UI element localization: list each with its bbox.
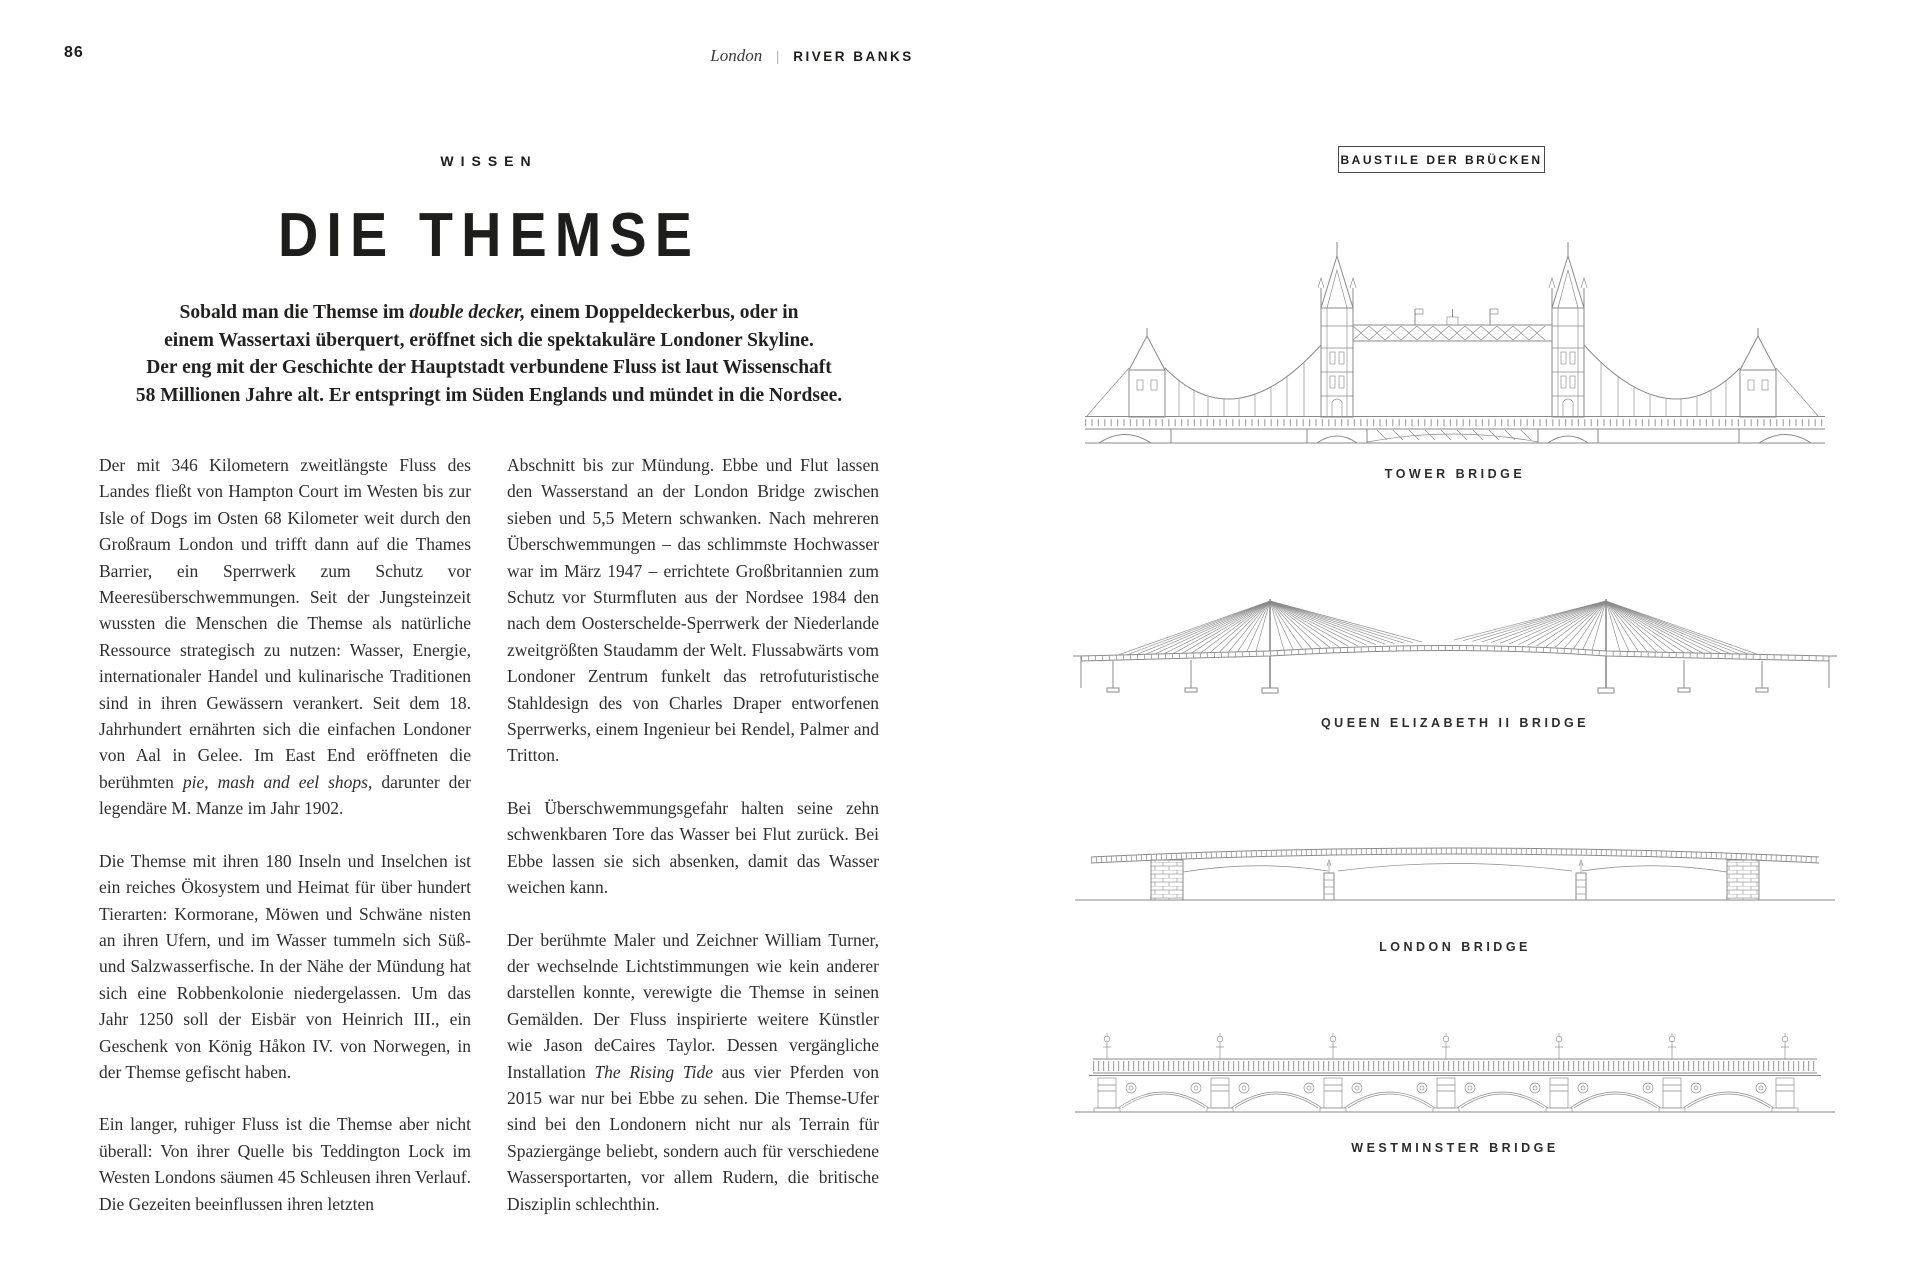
lead-line: 58 Millionen Jahre alt. Er entspringt im Süden Englands und mündet in die Nordsee. xyxy=(135,384,843,406)
article-column-right xyxy=(507,452,879,1217)
figure-box-label: BAUSTILE DER BRÜCKEN xyxy=(1338,146,1545,173)
figure-queen-elizabeth-ii-bridge xyxy=(1073,594,1837,730)
article-title: DIE THEMSE xyxy=(277,201,701,270)
lead-line: Der eng mit der Geschichte der Hauptstadt verbundene Fluss ist laut Wissenschaft xyxy=(146,357,832,379)
page-number: 86 xyxy=(64,44,84,61)
paragraph: Bei Überschwemmungsgefahr halten seine zehn schwenkbaren Tore das Wasser bei Flut zurück. Bei Ebbe lassen sie sich absenken, damit das Wasser weichen kann. xyxy=(507,797,879,898)
running-head-section: RIVER BANKS xyxy=(793,49,914,64)
bridge-label: QUEEN ELIZABETH II BRIDGE xyxy=(1320,716,1590,730)
lead-line: einem Wassertaxi überquert, eröffnet sich die spektakuläre Londoner Skyline. xyxy=(164,329,814,351)
paragraph: Ein langer, ruhiger Fluss ist die Themse aber nicht überall: Von ihrer Quelle bis Teddington Lock im Westen Londons säumen 45 Schleusen ihren Verlauf. Die Gezeiten beeinflussen ihren letzten xyxy=(99,1114,472,1214)
paragraph: Der berühmte Maler und Zeichner William Turner, der wechselnde Lichtstimmungen wie kein anderer darstellen konnte, verewigte die Themse in seinen Gemälden. Der Fluss inspirierte weitere Künstler wie Jason deCaires Taylor. Dessen vergängliche Installation The Rising Tide aus vier Pferden von 2015 war nur bei Ebbe zu sehen. Die Themse-Ufer sind bei den Londonern nicht nur als Terrain für Spaziergänge beliebt, sondern auch für verschiedene Wassersportarten, vor allem Rudern, die britische Disziplin schlechthin. xyxy=(507,929,879,1214)
london-bridge-drawing xyxy=(1075,830,1835,908)
running-head xyxy=(710,46,914,66)
westminster-bridge-drawing xyxy=(1075,1030,1835,1125)
running-head-divider: | xyxy=(776,49,780,65)
bridge-label: LONDON BRIDGE xyxy=(1379,940,1531,954)
bridge-label: WESTMINSTER BRIDGE xyxy=(1351,1141,1559,1155)
figure-london-bridge xyxy=(1075,830,1835,954)
lead-line: Sobald man die Themse im double decker, einem Doppeldeckerbus, oder in xyxy=(179,302,799,323)
figure-tower-bridge xyxy=(1085,230,1825,481)
article-lead xyxy=(59,299,919,409)
paragraph: Die Themse mit ihren 180 Inseln und Inselchen ist ein reiches Ökosystem und Heimat für über hundert Tierarten: Kormorane, Möwen und Schwäne nisten an ihren Ufern, und im Wasser tummeln sich Süß- und Salzwasserfische. In der Nähe der Mündung hat sich eine Robbenkolonie niedergelassen. Um das Jahr 1250 soll der Eisbär von Heinrich III., ein Geschenk von König Håkon IV. von Norwegen, in der Themse gefischt haben. xyxy=(99,850,471,1082)
running-head-place: London xyxy=(710,46,763,65)
tower-bridge-drawing xyxy=(1085,230,1825,455)
bridge-label: TOWER BRIDGE xyxy=(1384,467,1526,481)
paragraph: Abschnitt bis zur Mündung. Ebbe und Flut lassen den Wasserstand an der London Bridge zwischen sieben und 5,5 Metern schwanken. Nach mehreren Überschwemmungen – das schlimmste Hochwasser war im März 1947 – errichtete Großbritannien zum Schutz vor Sturmfluten aus der Nordsee 1984 den nach dem Oosterschelde-Sperrwerk der Niederlande zweitgrößten Staudamm der Welt. Flussabwärts vom Londoner Zentrum funkelt das retrofuturistische Stahldesign des von Charles Draper entworfenen Sperrwerks, einem Ingenieur bei Rendel, Palmer and Tritton. xyxy=(507,455,879,766)
queen-elizabeth-ii-bridge-drawing xyxy=(1073,594,1837,706)
article-column-left xyxy=(99,452,471,1217)
figure-westminster-bridge xyxy=(1075,1030,1835,1155)
article-kicker: WISSEN xyxy=(440,153,538,169)
paragraph: Der mit 346 Kilometern zweitlängste Fluss des Landes fließt von Hampton Court im Westen bis zur Isle of Dogs im Osten 68 Kilometer weit durch den Großraum London und trifft dann auf die Thames Barrier, ein Sperrwerk zum Schutz vor Meeresüberschwemmungen. Seit der Jungsteinzeit wussten die Menschen die Themse als natürliche Ressource strategisch zu nutzen: Wasser, Energie, internationaler Handel und kulinarische Traditionen sind in ihren Gewässern verankert. Seit dem 18. Jahrhundert ernährten sich die einfachen Londoner von Aal in Gelee. Im East End eröffneten die berühmten pie, mash and eel shops, darunter der legendäre M. Manze im Jahr 1902. xyxy=(99,455,471,819)
